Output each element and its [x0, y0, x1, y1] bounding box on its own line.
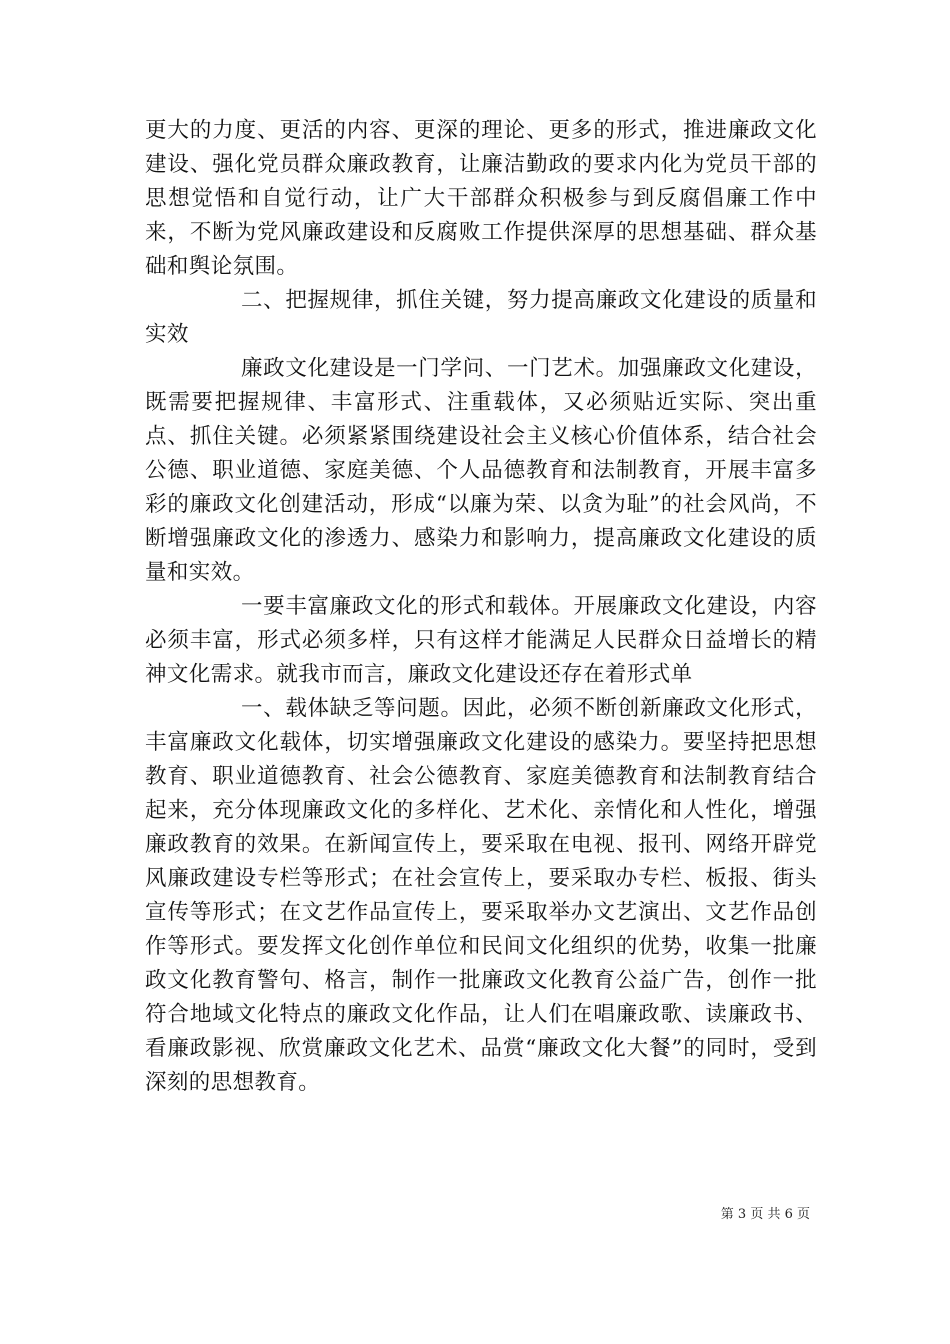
paragraph-point-one-continued: 一、载体缺乏等问题。因此，必须不断创新廉政文化形式，丰富廉政文化载体，切实增强廉政文化建设的感染力。要坚持把思想教育、职业道德教育、社会公德教育、家庭美德教育和法制教育结合起来，充分体现廉政文化的多样化、艺术化、亲情化和人性化，增强廉政教育的效果。在新闻宣传上，要采取在电视、报刊、网络开辟党风廉政建设专栏等形式；在社会宣传上，要采取办专栏、板报、街头宣传等形式；在文艺作品宣传上，要采取举办文艺演出、文艺作品创作等形式。要发挥文化创作单位和民间文化组织的优势，收集一批廉政文化教育警句、格言，制作一批廉政文化教育公益广告，创作一批符合地域文化特点的廉政文化作品，让人们在唱廉政歌、读廉政书、看廉政影视、欣赏廉政文化艺术、品赏“廉政文化大餐”的同时，受到深刻的思想教育。 [145, 696, 817, 1095]
paragraph-point-one: 一要丰富廉政文化的形式和载体。开展廉政文化建设，内容必须丰富，形式必须多样，只有这样才能满足人民群众日益增长的精神文化需求。就我市而言，廉政文化建设还存在着形式单 [145, 594, 817, 687]
page-footer: 第 3 页 共 6 页 [720, 1207, 810, 1222]
paragraph-intro: 廉政文化建设是一门学问、一门艺术。加强廉政文化建设，既需要把握规律、丰富形式、注重载体，又必须贴近实际、突出重点、抓住关键。必须紧紧围绕建设社会主义核心价值体系，结合社会公德、职业道德、家庭美德、个人品德教育和法制教育，开展丰富多彩的廉政文化创建活动，形成“以廉为荣、以贪为耻”的社会风尚，不断增强廉政文化的渗透力、感染力和影响力，提高廉政文化建设的质量和实效。 [145, 356, 817, 585]
document-body [145, 114, 817, 1100]
section-heading: 二、把握规律，抓住关键，努力提高廉政文化建设的质量和实效 [145, 288, 817, 347]
paragraph-continuation: 更大的力度、更活的内容、更深的理论、更多的形式，推进廉政文化建设、强化党员群众廉政教育，让廉洁勤政的要求内化为党员干部的思想觉悟和自觉行动，让广大干部群众积极参与到反腐倡廉工作中来，不断为党风廉政建设和反腐败工作提供深厚的思想基础、群众基础和舆论氛围。 [145, 118, 817, 279]
